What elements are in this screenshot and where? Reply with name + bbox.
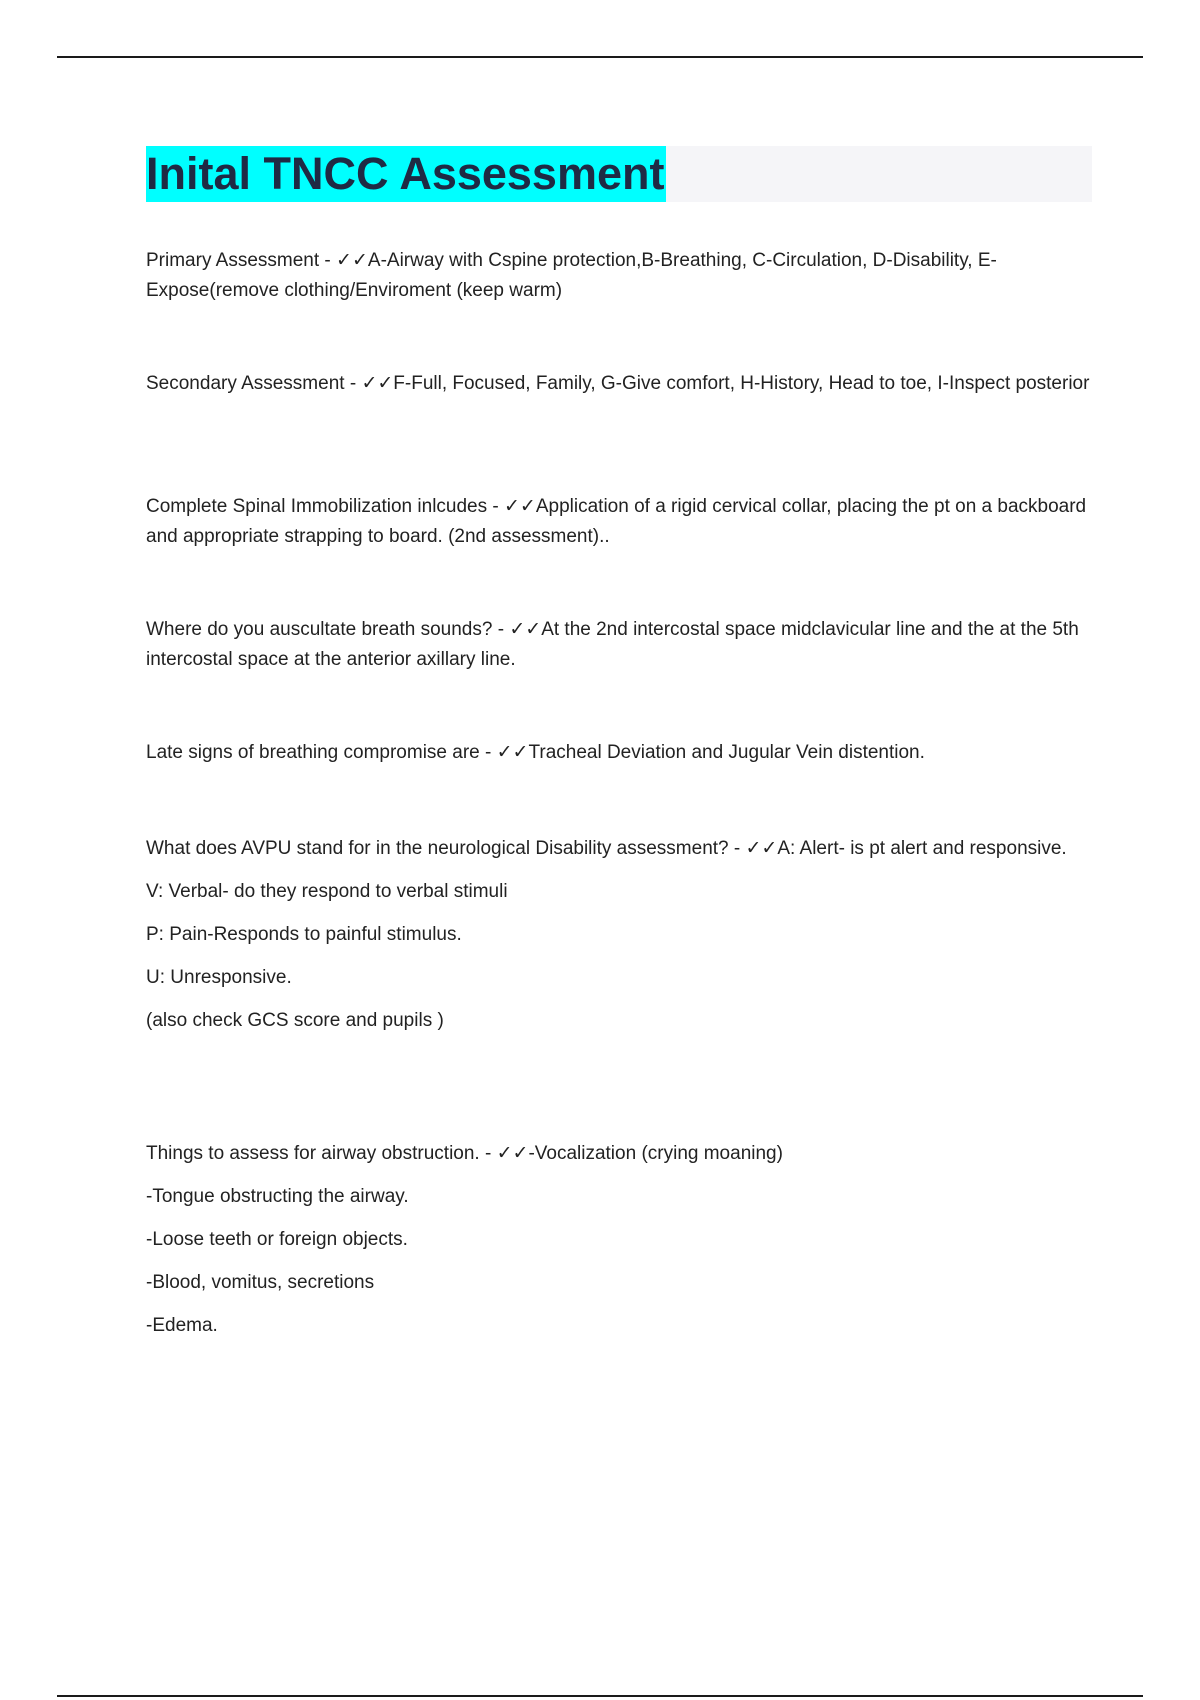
- document-body: [146, 146, 1092, 202]
- card-term: Where do you auscultate breath sounds?: [146, 619, 493, 640]
- card-text: [146, 246, 1092, 306]
- card-text: [146, 369, 1092, 399]
- double-check-icon: ✓✓: [496, 1143, 529, 1164]
- term-separator: -: [479, 742, 497, 763]
- card-answer: -Vocalization (crying moaning): [528, 1143, 783, 1164]
- card-term: Late signs of breathing compromise are: [146, 742, 480, 763]
- card-answer: At the 2nd intercostal space midclavicular line and the at the 5th intercostal space at the anterior axillary line.: [146, 619, 1079, 670]
- card-term: Things to assess for airway obstruction.: [146, 1143, 480, 1164]
- double-check-icon: ✓✓: [509, 619, 542, 640]
- term-separator: -: [479, 1143, 497, 1164]
- double-check-icon: ✓✓: [336, 250, 368, 271]
- flashcard-spinal-immobilization: [146, 492, 1092, 552]
- flashcard-secondary-assessment: [146, 369, 1092, 399]
- term-separator: -: [728, 838, 746, 859]
- card-text: [146, 738, 1092, 768]
- card-text: [146, 1139, 1092, 1168]
- double-check-icon: ✓✓: [361, 373, 394, 394]
- card-extra-line: -Loose teeth or foreign objects.: [146, 1229, 408, 1250]
- term-separator: -: [492, 619, 510, 640]
- card-extra-line: (also check GCS score and pupils ): [146, 1010, 444, 1031]
- double-check-icon: ✓✓: [504, 496, 536, 517]
- term-separator: -: [487, 496, 504, 517]
- flashcard-breath-sounds: [146, 615, 1092, 675]
- card-extra-line: V: Verbal- do they respond to verbal stimuli: [146, 881, 508, 902]
- flashcard-avpu: [146, 834, 1092, 1035]
- card-extra-line: U: Unresponsive.: [146, 967, 292, 988]
- card-text: [146, 492, 1092, 552]
- title-bar: [146, 146, 1092, 202]
- double-check-icon: ✓✓: [745, 838, 778, 859]
- document-title: Inital TNCC Assessment: [146, 146, 666, 202]
- card-term: Primary Assessment: [146, 250, 320, 271]
- card-answer: Application of a rigid cervical collar, placing the pt on a backboard and appropriate strapping to board. (2nd assessment)..: [146, 496, 1087, 547]
- flashcard-primary-assessment: [146, 246, 1092, 306]
- flashcard-late-signs: [146, 738, 1092, 768]
- card-answer: A-Airway with Cspine protection,B-Breathing, C-Circulation, D-Disability, E-Expose(remove clothing/Enviroment (keep warm): [146, 250, 997, 301]
- card-term: Secondary Assessment: [146, 373, 345, 394]
- card-extra-line: -Edema.: [146, 1315, 218, 1336]
- card-extra-line: -Tongue obstructing the airway.: [146, 1186, 409, 1207]
- card-answer: Tracheal Deviation and Jugular Vein distention.: [528, 742, 925, 763]
- card-answer: F-Full, Focused, Family, G-Give comfort, H-History, Head to toe, I-Inspect posterior: [393, 373, 1090, 394]
- term-separator: -: [319, 250, 337, 271]
- card-term: What does AVPU stand for in the neurological Disability assessment?: [146, 838, 729, 859]
- term-separator: -: [344, 373, 362, 394]
- card-answer: A: Alert- is pt alert and responsive.: [777, 838, 1067, 859]
- card-term: Complete Spinal Immobilization inlcudes: [146, 496, 488, 517]
- card-text: [146, 834, 1092, 863]
- header-rule: [57, 56, 1143, 58]
- card-extra-line: P: Pain-Responds to painful stimulus.: [146, 924, 462, 945]
- card-text: [146, 615, 1092, 675]
- flashcard-airway-obstruction: [146, 1139, 1092, 1340]
- double-check-icon: ✓✓: [496, 742, 529, 763]
- footer-rule: [57, 1695, 1143, 1697]
- card-extra-line: -Blood, vomitus, secretions: [146, 1272, 375, 1293]
